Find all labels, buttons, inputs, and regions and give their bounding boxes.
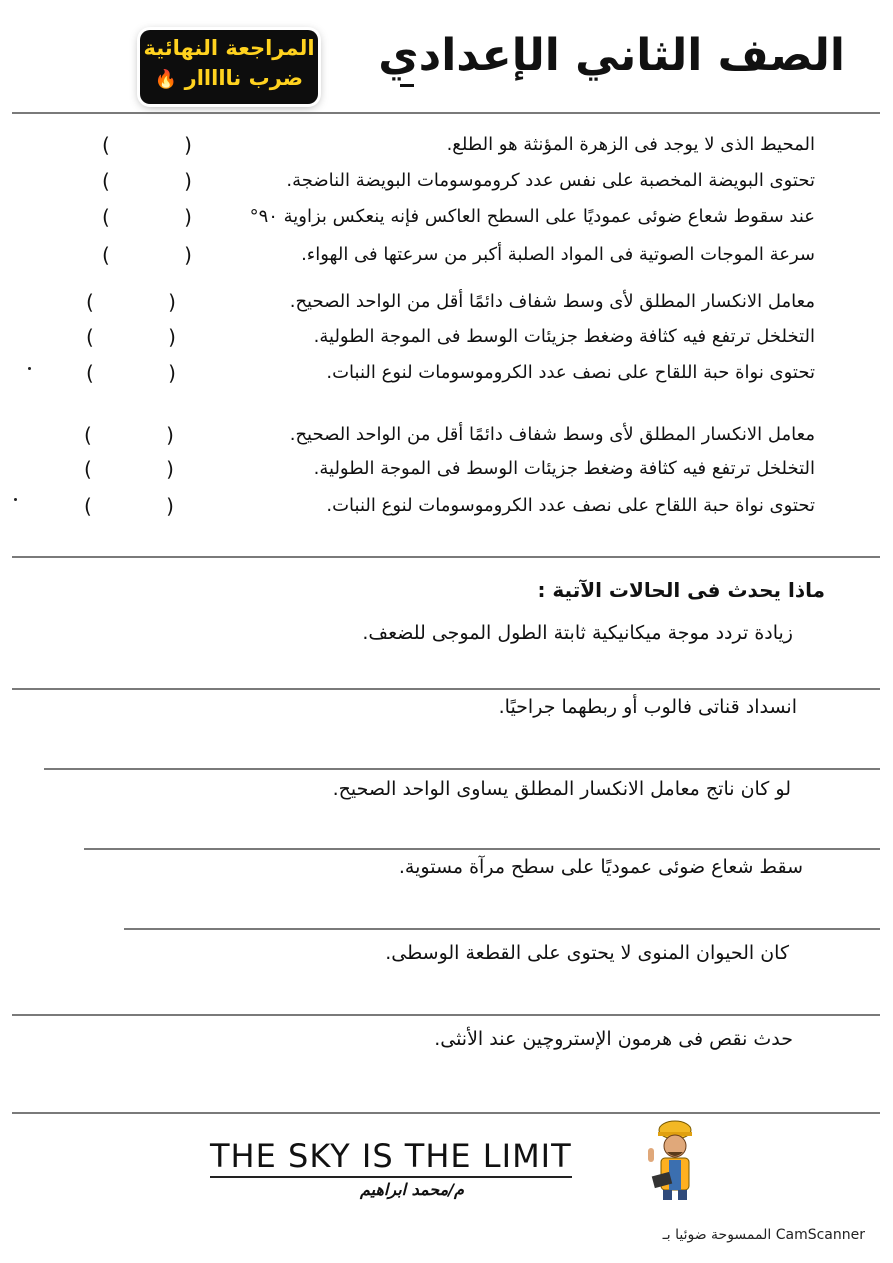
answer-box-4[interactable]: ( ) [102,243,226,267]
title-dash [400,84,414,87]
answer-box-5[interactable]: ( ) [86,290,210,314]
divider [12,556,880,558]
fire-icon: 🔥 [154,69,178,90]
answer-line [124,928,880,930]
question-4: سقط شعاع ضوئى عموديًا على سطح مرآة مستوية. [398,856,803,878]
statement-7: تحتوى نواة حبة اللقاح على نصف عدد الكروموسومات لنوع النبات. [326,362,815,383]
statement-1: المحيط الذى لا يوجد فى الزهرة المؤنثة هو الطلع. [446,134,815,155]
answer-line [12,1112,880,1114]
answer-box-6[interactable]: ( ) [86,325,210,349]
motto: THE SKY IS THE LIMIT [210,1136,572,1178]
camscanner-watermark: الممسوحة ضوئيا بـ CamScanner [662,1227,865,1243]
question-2: انسداد قناتى فالوب أو ربطهما جراحيًا. [498,696,797,718]
answer-box-2[interactable]: ( ) [102,169,226,193]
stray-dot [28,367,31,370]
question-1: زيادة تردد موجة ميكانيكية ثابتة الطول الموجى للضعف. [362,622,793,644]
answer-box-10[interactable]: ( ) [84,494,208,518]
statement-8: معامل الانكسار المطلق لأى وسط شفاف دائمًا أقل من الواحد الصحيح. [289,424,815,445]
answer-box-7[interactable]: ( ) [86,361,210,385]
section-heading: ماذا يحدث فى الحالات الآتية : [537,578,825,602]
answer-box-8[interactable]: ( ) [84,423,208,447]
badge-line1: المراجعة النهائية [143,36,315,60]
question-6: حدث نقص فى هرمون الإستروچين عند الأنثى. [434,1028,793,1050]
statement-4: سرعة الموجات الصوتية فى المواد الصلبة أكبر من سرعتها فى الهواء. [301,244,815,265]
answer-box-1[interactable]: ( ) [102,133,226,157]
answer-box-9[interactable]: ( ) [84,457,208,481]
badge-line2: ضرب نااااار [184,66,304,90]
page-title: الصف الثاني الإعدادي [378,30,845,81]
statement-2: تحتوى البويضة المخصبة على نفس عدد كروموسومات البويضة الناضجة. [286,170,815,191]
statement-3: عند سقوط شعاع ضوئى عموديًا على السطح العاكس فإنه ينعكس بزاوية ٩٠° [249,206,815,227]
review-badge [140,30,318,104]
answer-line [84,848,880,850]
divider [12,112,880,114]
answer-line [12,688,880,690]
stray-dot [14,498,17,501]
answer-box-3[interactable]: ( ) [102,205,226,229]
engineer-mascot-icon [645,1118,705,1200]
statement-10: تحتوى نواة حبة اللقاح على نصف عدد الكروموسومات لنوع النبات. [326,495,815,516]
statement-9: التخلخل ترتفع فيه كثافة وضغط جزيئات الوسط فى الموجة الطولية. [313,458,815,479]
question-5: كان الحيوان المنوى لا يحتوى على القطعة الوسطى. [385,942,789,964]
answer-line [12,1014,880,1016]
author-signature: م/محمد ابراهيم [360,1180,464,1199]
question-3: لو كان ناتج معامل الانكسار المطلق يساوى الواحد الصحيح. [332,778,791,800]
statement-6: التخلخل ترتفع فيه كثافة وضغط جزيئات الوسط فى الموجة الطولية. [313,326,815,347]
statement-5: معامل الانكسار المطلق لأى وسط شفاف دائمًا أقل من الواحد الصحيح. [289,291,815,312]
answer-line [44,768,880,770]
